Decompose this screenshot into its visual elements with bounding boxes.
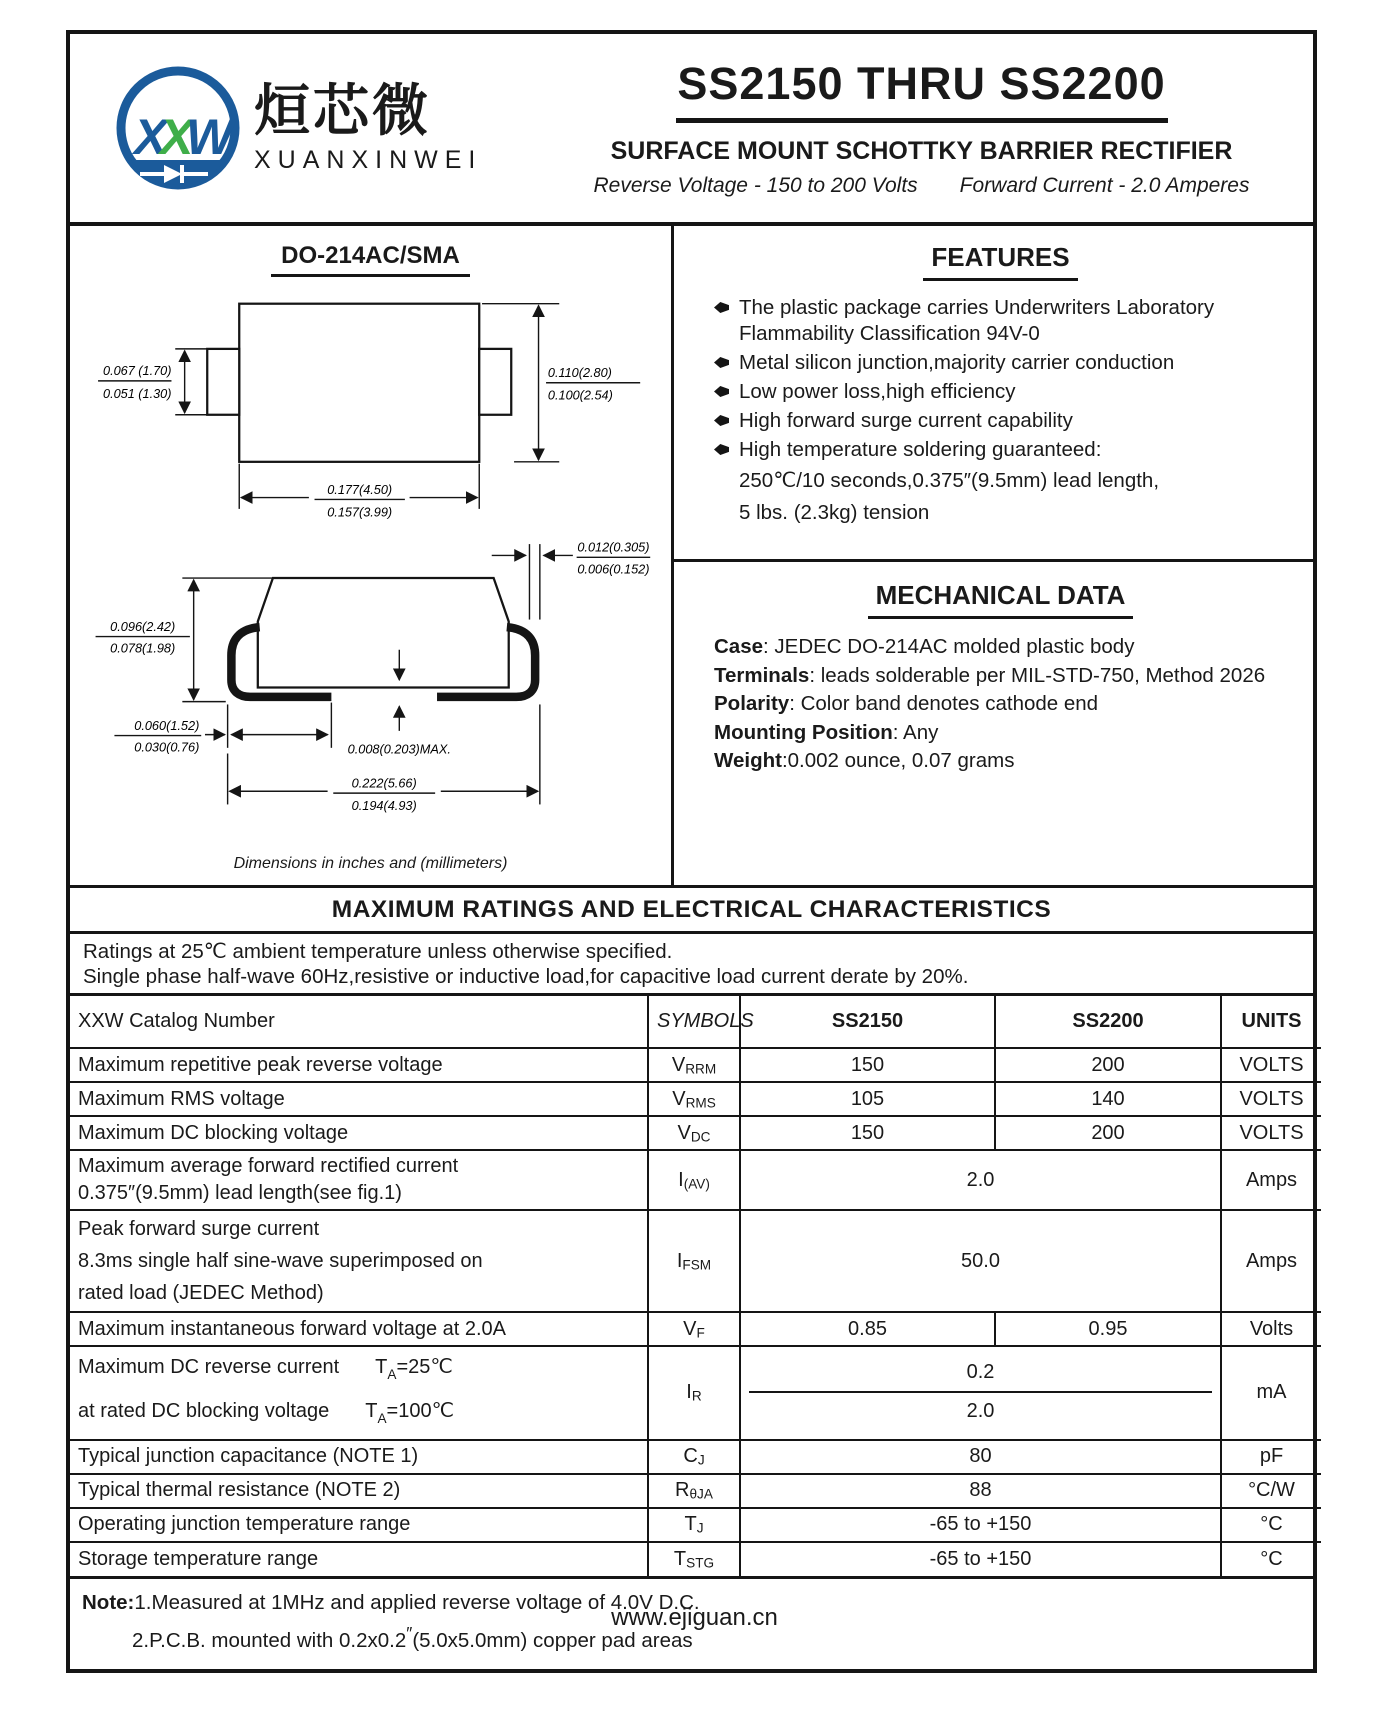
- ratings-table: [70, 996, 1321, 1576]
- symbol: VDC: [648, 1116, 740, 1150]
- mech-label: Terminals: [714, 663, 810, 687]
- symbol: VRMS: [648, 1082, 740, 1116]
- value-ir-25c: 0.2: [749, 1355, 1212, 1393]
- package-side-view-drawing: [88, 529, 654, 845]
- dim-lead-width-in: 0.067 (1.70): [102, 364, 171, 379]
- mech-weight: [714, 747, 1287, 776]
- title-block: [540, 58, 1313, 198]
- dim-profile-height-mm: 0.078(1.98): [109, 640, 175, 656]
- units: pF: [1221, 1440, 1321, 1474]
- mech-value: : Any: [892, 720, 939, 744]
- symbol: VF: [648, 1312, 740, 1346]
- diamond-bullet-icon: [714, 302, 729, 313]
- symbol: I(AV): [648, 1150, 740, 1210]
- logo-monogram: [131, 109, 237, 165]
- param-label: Storage temperature range: [70, 1542, 648, 1576]
- dim-lead-thickness-in: 0.012(0.305): [576, 539, 649, 555]
- units: VOLTS: [1221, 1116, 1321, 1150]
- value-ss2200: 200: [995, 1116, 1221, 1150]
- ratings-condition-2: Single phase half-wave 60Hz,resistive or inductive load,for capacitive load current derate by 20%.: [83, 965, 969, 988]
- mech-value: :0.002 ounce, 0.07 grams: [781, 749, 1015, 772]
- note-line-2: 2.P.C.B. mounted with 0.2x0.2″(5.0x5.0mm) copper pad areas: [132, 1623, 693, 1652]
- features-section: [674, 226, 1313, 562]
- note-text-1: 1.Measured at 1MHz and applied reverse voltage of 4.0V D.C.: [134, 1590, 700, 1614]
- units: VOLTS: [1221, 1048, 1321, 1082]
- symbol: RθJA: [648, 1474, 740, 1508]
- param-label: Typical thermal resistance (NOTE 2): [70, 1474, 648, 1508]
- feature-soldering-detail-1: 250℃/10 seconds,0.375″(9.5mm) lead length,: [739, 469, 1160, 492]
- value-both: 88: [740, 1474, 1221, 1508]
- param-label: Maximum average forward rectified current 0.375″(9.5mm) lead length(see fig.1): [70, 1150, 648, 1210]
- symbol: TSTG: [648, 1542, 740, 1576]
- row-tj: [70, 1508, 1321, 1542]
- symbol: TJ: [648, 1508, 740, 1542]
- feature-text: The plastic package carries Underwriters Laboratory Flammability Classification 94V-0: [739, 296, 1215, 345]
- diamond-bullet-icon: [714, 444, 729, 455]
- symbol: IR: [648, 1346, 740, 1440]
- row-ir: [70, 1346, 1321, 1440]
- value-ss2150: 150: [740, 1116, 995, 1150]
- param-label: Maximum repetitive peak reverse voltage: [70, 1048, 648, 1082]
- value-ss2200: 140: [995, 1082, 1221, 1116]
- value-both: [740, 1346, 1221, 1440]
- feature-item: [714, 295, 1287, 347]
- svg-text:X: X: [160, 109, 194, 165]
- row-vrms: [70, 1082, 1321, 1116]
- feature-item: [714, 350, 1287, 376]
- dim-body-width-mm: 0.157(3.99): [326, 505, 392, 520]
- col-header-ss2150: SS2150: [740, 996, 995, 1048]
- param-label: Maximum RMS voltage: [70, 1082, 648, 1116]
- website-footer: www.ejiguan.cn: [611, 1604, 778, 1631]
- title-underline: [676, 118, 1168, 123]
- features-heading: FEATURES: [923, 242, 1077, 281]
- mech-polarity: [714, 690, 1287, 719]
- param-label: Maximum DC blocking voltage: [70, 1116, 648, 1150]
- symbol: VRRM: [648, 1048, 740, 1082]
- note-label: Note:: [82, 1590, 135, 1614]
- mech-value: : JEDEC DO-214AC molded plastic body: [763, 635, 1135, 658]
- mech-value: : leads solderable per MIL-STD-750, Method 2026: [809, 663, 1266, 687]
- row-cj: [70, 1440, 1321, 1474]
- feature-text: High temperature soldering guaranteed:: [739, 438, 1102, 461]
- package-drawing-panel: [70, 226, 674, 885]
- dim-body-height-mm: 0.100(2.54): [547, 388, 613, 403]
- value-ss2200: 0.95: [995, 1312, 1221, 1346]
- value-both: 2.0: [740, 1150, 1221, 1210]
- row-tstg: [70, 1542, 1321, 1576]
- feature-text: Metal silicon junction,majority carrier conduction: [739, 351, 1175, 374]
- company-name-latin: XUANXINWEI: [254, 145, 483, 174]
- feature-soldering-detail-2: 5 lbs. (2.3kg) tension: [739, 501, 930, 524]
- value-both: 80: [740, 1440, 1221, 1474]
- package-and-features-section: [70, 226, 1313, 888]
- package-heading-wrap: [70, 242, 671, 277]
- row-rthja: [70, 1474, 1321, 1508]
- param-label: Operating junction temperature range: [70, 1508, 648, 1542]
- value-ir-100c: 2.0: [966, 1400, 995, 1423]
- dim-foot-length-in: 0.060(1.52): [133, 717, 199, 733]
- feature-text: Low power loss,high efficiency: [739, 380, 1016, 403]
- units: °C: [1221, 1508, 1321, 1542]
- dim-overall-width-in: 0.222(5.66): [351, 775, 417, 791]
- ratings-banner: MAXIMUM RATINGS AND ELECTRICAL CHARACTERISTICS: [70, 888, 1313, 934]
- units: mA: [1221, 1346, 1321, 1440]
- symbol: IFSM: [648, 1210, 740, 1312]
- body-outline: [207, 304, 511, 462]
- header: [70, 34, 1313, 226]
- ratings-conditions: [70, 934, 1313, 993]
- feature-item: [714, 408, 1287, 434]
- body-profile: [257, 578, 508, 687]
- col-header-units: UNITS: [1221, 996, 1321, 1048]
- device-description: SURFACE MOUNT SCHOTTKY BARRIER RECTIFIER: [610, 137, 1233, 165]
- param-label: Typical junction capacitance (NOTE 1): [70, 1440, 648, 1474]
- dim-body-height-in: 0.110(2.80): [547, 366, 612, 381]
- col-header-ss2200: SS2200: [995, 996, 1221, 1048]
- diamond-bullet-icon: [714, 386, 729, 397]
- dim-overall-width-mm: 0.194(4.93): [351, 798, 417, 814]
- units: Amps: [1221, 1150, 1321, 1210]
- row-vrrm: [70, 1048, 1321, 1082]
- feature-item: [714, 379, 1287, 405]
- row-ifsm: [70, 1210, 1321, 1312]
- col-header-catalog: XXW Catalog Number: [70, 996, 648, 1048]
- package-name: DO-214AC/SMA: [271, 242, 470, 277]
- tagline-reverse-voltage: Reverse Voltage - 150 to 200 Volts: [593, 174, 918, 197]
- company-logo: [70, 62, 540, 194]
- row-vf: [70, 1312, 1321, 1346]
- value-both: -65 to +150: [740, 1542, 1221, 1576]
- ratings-condition-1: Ratings at 25℃ ambient temperature unless otherwise specified.: [83, 940, 673, 963]
- package-top-view-drawing: [88, 283, 654, 523]
- param-label: Maximum DC reverse current $T_A=25℃$ at rated DC blocking voltage $T_A=100℃$: [70, 1346, 648, 1440]
- feature-item: [714, 437, 1287, 463]
- part-number-title: SS2150 THRU SS2200: [677, 58, 1166, 109]
- value-both: -65 to +150: [740, 1508, 1221, 1542]
- dim-lead-thickness-mm: 0.006(0.152): [576, 561, 649, 577]
- diamond-bullet-icon: [714, 415, 729, 426]
- mech-label: Weight: [714, 749, 782, 772]
- mechanical-data-section: [674, 562, 1313, 776]
- features-mechanical-panel: [674, 226, 1313, 885]
- value-both: 50.0: [740, 1210, 1221, 1312]
- svg-text:X: X: [134, 109, 168, 165]
- dim-foot-length-mm: 0.030(0.76): [133, 739, 199, 755]
- mech-case: [714, 633, 1287, 662]
- tagline-forward-current: Forward Current - 2.0 Amperes: [959, 174, 1250, 197]
- value-ss2150: 105: [740, 1082, 995, 1116]
- units: °C: [1221, 1542, 1321, 1576]
- diamond-bullet-icon: [714, 357, 729, 368]
- svg-text:W: W: [186, 109, 234, 165]
- dim-lead-thickness: [491, 544, 649, 619]
- dim-lead-width: [98, 349, 207, 415]
- mech-label: Polarity: [714, 692, 790, 715]
- datasheet-frame: [66, 30, 1317, 1673]
- param-label: Peak forward surge current 8.3ms single half sine-wave superimposed on rated load (JEDEC Method): [70, 1210, 648, 1312]
- col-header-symbols: SYMBOLS: [648, 996, 740, 1048]
- value-ss2150: 150: [740, 1048, 995, 1082]
- mechanical-heading: MECHANICAL DATA: [868, 580, 1134, 619]
- dim-lead-width-mm: 0.051 (1.30): [102, 386, 171, 401]
- spec-table-wrap: [70, 993, 1313, 1579]
- value-ss2150: 0.85: [740, 1312, 995, 1346]
- row-vdc: [70, 1116, 1321, 1150]
- logo-mark-icon: [112, 62, 244, 194]
- mech-label: Mounting Position: [714, 720, 893, 744]
- mech-value: : Color band denotes cathode end: [789, 692, 1099, 715]
- mech-mounting: [714, 719, 1287, 748]
- ratings-tagline: [540, 174, 1303, 198]
- param-label: Maximum instantaneous forward voltage at 2.0A: [70, 1312, 648, 1346]
- dim-body-width-in: 0.177(4.50): [326, 482, 392, 497]
- symbol: CJ: [648, 1440, 740, 1474]
- units: VOLTS: [1221, 1082, 1321, 1116]
- dim-profile-height-in: 0.096(2.42): [109, 618, 175, 634]
- units: Amps: [1221, 1210, 1321, 1312]
- feature-text: High forward surge current capability: [739, 409, 1073, 432]
- units: Volts: [1221, 1312, 1321, 1346]
- value-ss2200: 200: [995, 1048, 1221, 1082]
- table-header-row: [70, 996, 1321, 1048]
- units: °C/W: [1221, 1474, 1321, 1508]
- dim-standoff-label: 0.008(0.203)MAX.: [347, 741, 451, 757]
- company-name-chinese: 烜芯微: [254, 78, 431, 144]
- row-iav: [70, 1150, 1321, 1210]
- dimensions-caption: Dimensions in inches and (millimeters): [233, 855, 508, 872]
- mech-terminals: [714, 662, 1287, 691]
- mech-label: Case: [714, 635, 764, 658]
- logo-names: [254, 78, 483, 174]
